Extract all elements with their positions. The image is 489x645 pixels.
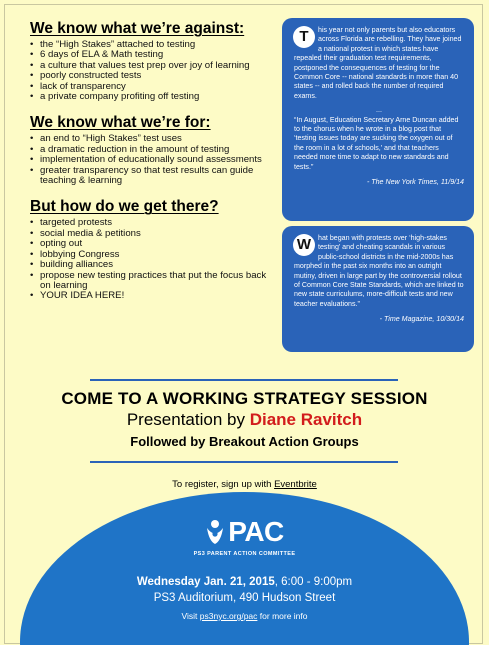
bullet-list	[30, 218, 270, 301]
pac-logo-icon	[205, 519, 225, 545]
section-against	[30, 20, 270, 102]
register-text: To register, sign up with	[172, 479, 275, 490]
eventbrite-link[interactable]: Eventbrite	[274, 479, 317, 490]
list-item: • lobbying Congress	[30, 250, 270, 260]
section-for	[30, 114, 270, 186]
event-date: Wednesday Jan. 21, 2015	[136, 576, 275, 588]
register-line	[0, 479, 489, 490]
list-item: • the “High Stakes” attached to testing	[30, 40, 270, 50]
quote-box-nyt	[282, 18, 474, 221]
quote-paragraph: hat began with protests over ‘high-stakes testing’ and cheating scandals in various public-school districts in the mid-2000s has morphed in the past six months into an outright mutiny, driven in large part by the controversial rollout of Common Core State Standards, which are linked to new state curriculums, more-difficult tests and new teacher evaluations.”	[294, 234, 464, 308]
event-venue: PS3 Auditorium, 490 Hudson Street	[153, 592, 336, 604]
website-link[interactable]: ps3nyc.org/pac	[199, 611, 258, 621]
event-datetime	[0, 576, 489, 588]
logo-subtitle: PS3 PARENT ACTION COMMITTEE	[193, 551, 296, 557]
presentation-prefix: Presentation by	[126, 410, 250, 429]
visit-prefix: Visit	[181, 611, 200, 621]
quote-ellipsis: ...	[376, 106, 382, 115]
quote-source: - Time Magazine, 10/30/14	[379, 315, 464, 324]
list-item: • a dramatic reduction in the amount of testing	[30, 145, 270, 155]
quote-paragraph: “In August, Education Secretary Arne Duncan added to the chorus when he wrote in a blog post that ‘testing issues today are sucking the oxygen out of the room in a lot of schools,’ and that teachers needed more time to adapt to new standards and tests.”	[294, 115, 459, 171]
section-heading: But how do we get there?	[30, 198, 219, 216]
section-heading: We know what we’re against:	[30, 20, 245, 37]
presenter-name: Diane Ravitch	[249, 410, 363, 429]
list-item: • propose new testing practices that put the focus back on learning	[30, 271, 270, 292]
bullet-list	[30, 134, 270, 186]
list-item: • YOUR IDEA HERE!	[30, 291, 270, 301]
list-item: • opting out	[30, 239, 270, 249]
divider-line	[90, 379, 398, 381]
event-time: , 6:00 - 9:00pm	[274, 576, 353, 588]
list-item: • implementation of educationally sound assessments	[30, 155, 270, 165]
visit-suffix: for more info	[257, 611, 308, 621]
list-item: • 6 days of ELA & Math testing	[30, 50, 270, 60]
list-item: • lack of transparency	[30, 82, 270, 92]
event-info-line	[0, 611, 489, 621]
dropcap-letter: T	[293, 26, 315, 48]
quote-source: - The New York Times, 11/9/14	[366, 178, 464, 187]
section-heading: We know what we’re for:	[30, 114, 211, 132]
list-item: • greater transparency so that test results can guide teaching & learning	[30, 166, 270, 187]
list-item: • social media & petitions	[30, 229, 270, 239]
left-column	[30, 20, 270, 314]
dropcap-letter: W	[293, 234, 315, 256]
presentation-line	[0, 410, 489, 430]
list-item: • targeted protests	[30, 218, 270, 228]
section-how	[30, 198, 270, 301]
pac-logo	[0, 518, 489, 557]
divider-line	[90, 461, 398, 463]
cta-headline: COME TO A WORKING STRATEGY SESSION	[61, 389, 428, 408]
list-item: • a culture that values test prep over joy of learning	[30, 61, 270, 71]
bullet-list	[30, 40, 270, 102]
list-item: • a private company profiting off testing	[30, 92, 270, 102]
quote-paragraph: his year not only parents but also educators across Florida are rebelling. They have joined a national protest in which states have repealed their graduation test requirements, postponed the consequences of testing for the Common Core -- national standards in more than 40 states -- and rolled back the number of required exams.	[294, 26, 462, 100]
list-item: • building alliances	[30, 260, 270, 270]
list-item: • poorly constructed tests	[30, 71, 270, 81]
list-item: • an end to “High Stakes” test uses	[30, 134, 270, 144]
followup-line: Followed by Breakout Action Groups	[130, 434, 359, 449]
logo-name: PAC	[228, 516, 284, 547]
quote-box-time	[282, 226, 474, 352]
